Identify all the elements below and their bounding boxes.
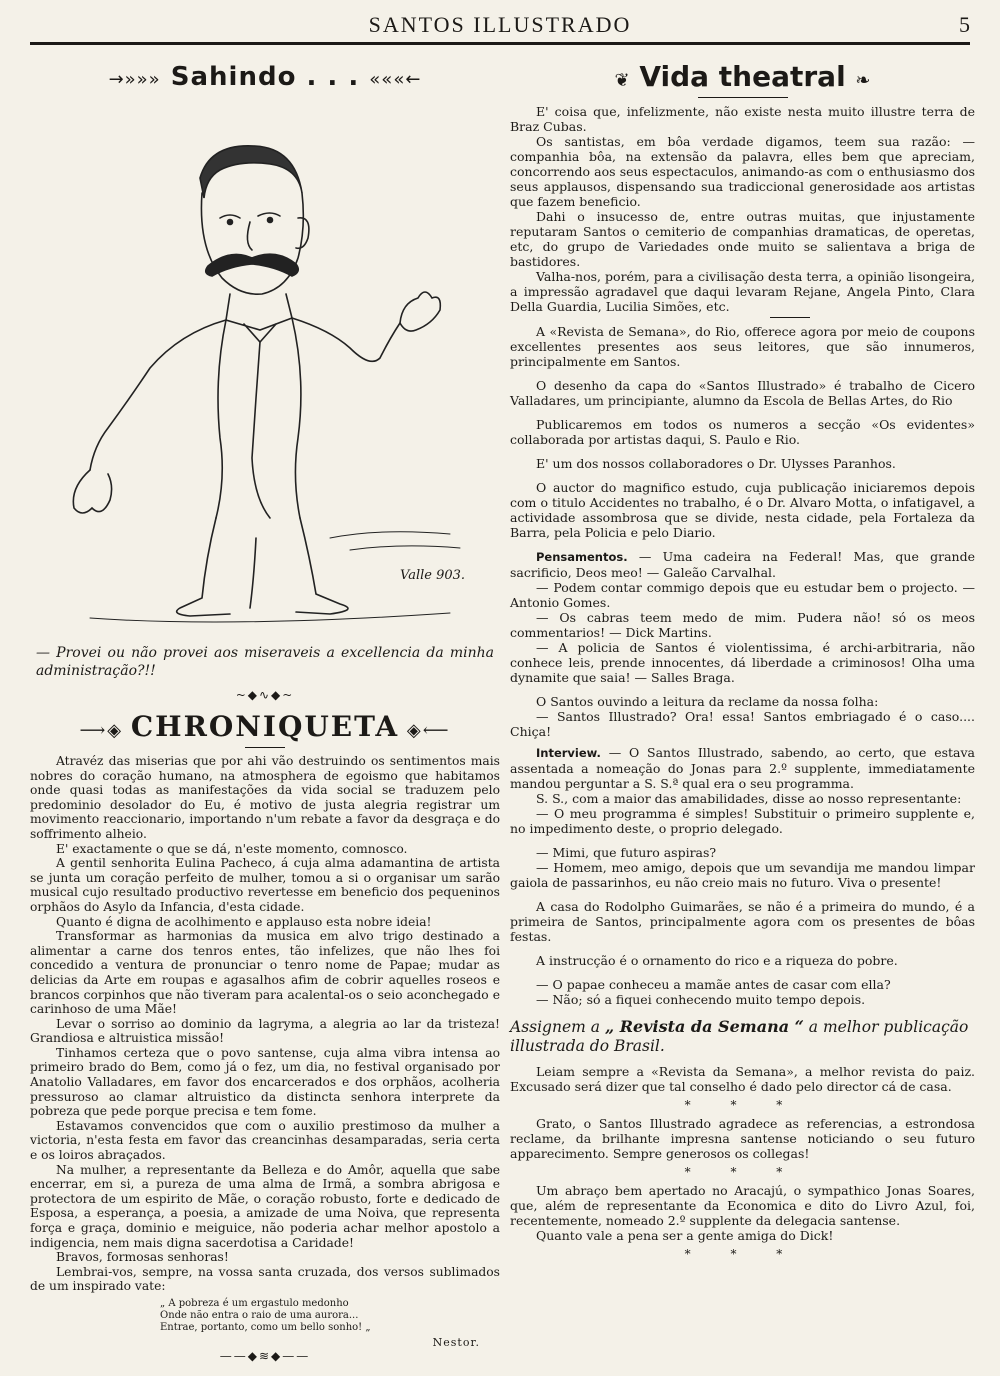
header-rule	[30, 42, 970, 45]
abraco-paragraph: Quanto vale a pena ser a gente amiga do Dick!	[536, 1228, 834, 1243]
chroniqueta-paragraph: A gentil senhorita Eulina Pacheco, á cuja alma adamantina de artista se junta um coração perfeito de mulher, tomou a si o organisar um sarão musical cujo resultado productivo revertesse em beneficio dos pequeninos orphãos do Asylo da Infancia, d'esta cidade.	[30, 856, 500, 914]
chroniqueta-paragraph: Lembrai-vos, sempre, na vossa santa cruzada, dos versos sublimados de um inspirado vate:	[30, 1264, 500, 1294]
caricature-drawing	[30, 98, 500, 638]
mimi-line: — Homem, meo amigo, depois que um sevandija me mandou limpar gaiola de passarinhos, eu não creio mais no futuro. Viva o presente!	[510, 860, 975, 890]
star-separator: * * *	[684, 1247, 801, 1261]
interview-line: — O meu programma é simples! Substituir o primeiro supplente e, no impedimento deste, o proprio delegado.	[510, 806, 975, 836]
chroniqueta-paragraph: Levar o sorriso ao dominio da lagryma, a alegria ao lar da tristeza! Grandiosa e altruistica missão!	[30, 1016, 500, 1046]
chroniqueta-title: CHRONIQUETA	[130, 710, 400, 743]
ornament-left: ❦	[614, 70, 630, 91]
papae-line: — O papae conheceu a mamãe antes de casar com ella?	[536, 977, 891, 992]
abraco-paragraph: Um abraço bem apertado no Aracajú, o sympathico Jonas Soares, que, além de representante da Economica e dito do Livro Azul, foi, recentemente, nomeado 2.º supplente da delegacia santense.	[510, 1183, 975, 1228]
interview-label: Interview.	[536, 746, 601, 760]
page-number: 5	[959, 12, 970, 37]
vida-paragraph: E' coisa que, infelizmente, não existe nesta muito illustre terra de Braz Cubas.	[510, 104, 975, 134]
reclame-line: — Santos Illustrado? Ora! essa! Santos embriagado é o caso.... Chiça!	[510, 709, 975, 739]
page-header	[30, 8, 970, 46]
vida-paragraph: Dahi o insucesso de, entre outras muitas, que injustamente reputaram Santos o cemiterio de companhias dramaticas, de operetas, etc, do grupo de Variedades onde muito se salientava a briga de bastidores.	[510, 209, 975, 269]
chroniqueta-heading: ⟶◈ CHRONIQUETA ◈⟵	[79, 710, 451, 743]
ornament-right: «««←	[369, 69, 422, 90]
papae-line: — Não; só a fiquei conhecendo muito tempo depois.	[536, 992, 866, 1007]
sahindo-title: Sahindo . . .	[170, 62, 360, 92]
short-rule	[770, 317, 810, 318]
star-separator: * * *	[684, 1165, 801, 1179]
grato-paragraph: Grato, o Santos Illustrado agradece as referencias, a estrondosa reclame, da brilhante impresna santense noticiando o seu futuro apparecimento. Sempre generosos os collegas!	[510, 1116, 975, 1161]
ornamental-divider: ——◆≋◆——	[219, 1348, 311, 1363]
left-column	[30, 58, 500, 1371]
interview-line: S. S., com a maior das amabilidades, disse ao nosso representante:	[536, 791, 962, 806]
note-paragraph: Publicaremos em todos os numeros a secção «Os evidentes» collaborada por artistas daqui, S. Paulo e Rio.	[510, 417, 975, 447]
chroniqueta-paragraph: Bravos, formosas senhoras!	[56, 1250, 229, 1265]
interview-line	[510, 745, 975, 791]
chroniqueta-paragraph: Atravéz das miserias que por ahi vão destruindo os sentimentos mais nobres do coração humano, na atmosphera de egoismo que habitamos onde quasi todas as manifestações da vida social se traduzem pelo predominio desolador do Eu, é motivo de justa alegria registrar um movimento reaccionario, importando n'um rebate a favor da desgraça e do soffrimento alheio.	[30, 754, 500, 841]
right-column	[510, 58, 975, 1265]
chroniqueta-paragraph: Na mulher, a representante da Belleza e do Amôr, aquella que sabe encerrar, em si, a pureza de uma alma de Irmã, a sombra abrigosa e protectora de um espirito de Mãe, o coração robusto, forte e dedicado de Esposa, a esperança, a poesia, a amizade de uma Noiva, que representa força e graça, dominio e meiguice, não poderia achar melhor apostolo a indigencia, nem mais digna sacerdotisa a Caridade!	[30, 1162, 500, 1250]
ornamental-divider: ~◆∿◆~	[235, 688, 295, 702]
note-paragraph: O desenho da capa do «Santos Illustrado» é trabalho de Cicero Valladares, um principiante, alumno da Escola de Bellas Artes, do Rio	[510, 378, 975, 408]
note-paragraph: A «Revista de Semana», do Rio, offerece agora por meio de coupons excellentes presentes aos seus leitores, que são innumeros, principalmente em Santos.	[510, 324, 975, 369]
vida-theatral-heading	[510, 60, 975, 93]
masthead-title: SANTOS ILLUSTRADO	[368, 12, 632, 37]
ornament-left: →»»»	[108, 69, 161, 90]
pensamentos-line: — Podem contar commigo depois que eu estudar bem o projecto. — Antonio Gomes.	[510, 580, 975, 610]
author-signature: Nestor.	[432, 1335, 480, 1349]
reclame-line: O Santos ouvindo a leitura da reclame da nossa folha:	[536, 694, 879, 709]
revista-advert	[510, 1017, 975, 1056]
pensamentos-label: Pensamentos.	[536, 550, 628, 564]
sahindo-heading	[30, 62, 500, 92]
vida-paragraph: Os santistas, em bôa verdade digamos, teem sua razão: — companhia bôa, na extensão da palavra, elles bem que apreciam, concorrendo aos seus espectaculos, animando-as com o enthusiasmo dos seus applausos, dispensando sua tradiccional generosidade aos artistas que fazem beneficio.	[510, 134, 975, 209]
chroniqueta-paragraph: E' exactamente o que se dá, n'este momento, comnosco.	[56, 841, 408, 856]
pensamentos-line: — A policia de Santos é violentissima, é archi-arbitraria, não conhece leis, prende innocentes, dá liberdade a criminosos! Olha uma dynamite que saia! — Salles Braga.	[510, 640, 975, 685]
vida-paragraph: Valha-nos, porém, para a civilisação desta terra, a opinião lisongeira, a impressão agradavel que daqui levaram Rejane, Angela Pinto, Clara Della Guardia, Lucilia Simões, etc.	[510, 269, 975, 314]
advert-name: „ Revista da Semana “	[604, 1017, 804, 1036]
advert-pre: Assignem a	[510, 1018, 601, 1036]
chroniqueta-paragraph: Estavamos convencidos que com o auxilio prestimoso da mulher a victoria, n'esta festa em favor das creancinhas desamparadas, seria certa e os loiros abraçados.	[30, 1118, 500, 1163]
chroniqueta-paragraph: Transformar as harmonias da musica em alvo trigo destinado a alimentar a carne dos tenros entes, tão infelizes, que não lhes foi concedido a ventura de pronunciar o tenro nome de Papae; mudar as delicias da Arte em roupas e agasalhos afim de cobrir aquelles roseos e brancos corpinhos que não tiveram para acalental-os o seio aconchegado e carinhoso de uma Mãe!	[30, 929, 500, 1017]
note-paragraph: E' um dos nossos collaboradores o Dr. Ulysses Paranhos.	[536, 456, 896, 471]
title-underline	[245, 747, 285, 748]
poem-quote	[160, 1298, 500, 1334]
rodolpho-paragraph: A casa do Rodolpho Guimarães, se não é a primeira do mundo, é a primeira de Santos, principalmente agora com os presentes de bôas festas.	[510, 899, 975, 944]
poem-line: „ A pobreza é um ergastulo medonho	[160, 1297, 349, 1309]
star-separator: * * *	[684, 1098, 801, 1112]
pensamentos-text: — Uma cadeira na Federal! Mas, que grande sacrificio, Deos meo! — Galeão Carvalhal.	[510, 549, 975, 580]
poem-line: Entrae, portanto, como um bello sonho! „	[160, 1321, 371, 1333]
title-underline	[698, 97, 788, 98]
artist-signature: Valle 903.	[400, 568, 466, 583]
advert-post: a melhor publicação illustrada do Brasil.	[510, 1018, 969, 1055]
cartoon-caption: — Provei ou não provei aos miseraveis a excellencia da minha administração?!!	[36, 645, 494, 679]
chroniqueta-paragraph: Tinhamos certeza que o povo santense, cuja alma vibra intensa ao primeiro brado do Bem, como já o fez, um dia, no festival organisado por Anatolio Valladares, em favor dos encarcerados e dos orphãos, acolheria pressuroso ao clamar altruistico da distincta senhora interprete da pobreza que pede porque precisa e tem fome.	[30, 1045, 500, 1119]
note-paragraph: O auctor do magnifico estudo, cuja publicação iniciaremos depois com o titulo Accidentes no trabalho, é o Dr. Alvaro Motta, o infatigavel, a actividade assombrosa que se divide, nesta cidade, pela Fortaleza da Barra, pela Policia e pelo Diario.	[510, 480, 975, 540]
leiam-paragraph: Leiam sempre a «Revista da Semana», a melhor revista do paiz. Excusado será dizer que tal conselho é dado pelo director cá de casa.	[510, 1064, 975, 1094]
chroniqueta-paragraph: Quanto é digna de acolhimento e applauso esta nobre ideia!	[56, 914, 432, 929]
caricature-illustration	[30, 98, 500, 638]
pensamentos-line: — Os cabras teem medo de mim. Pudera não! só os meos commentarios! — Dick Martins.	[510, 610, 975, 640]
mimi-line: — Mimi, que futuro aspiras?	[536, 845, 717, 860]
poem-line: Onde não entra o raio de uma aurora...	[160, 1309, 359, 1321]
instruccao-paragraph: A instrucção é o ornamento do rico e a riqueza do pobre.	[536, 953, 898, 968]
interview-text: — O Santos Illustrado, sabendo, ao certo, que estava assentada a nomeação do Jonas para 2.º supplente, immediatamente mandou perguntar a S. S.ª qual era o seu programma.	[510, 745, 975, 791]
vida-theatral-title: Vida theatral	[639, 60, 846, 93]
pensamentos-line	[510, 549, 975, 580]
ornament-right: ❧	[855, 70, 871, 91]
chroniqueta-body	[30, 754, 500, 1294]
